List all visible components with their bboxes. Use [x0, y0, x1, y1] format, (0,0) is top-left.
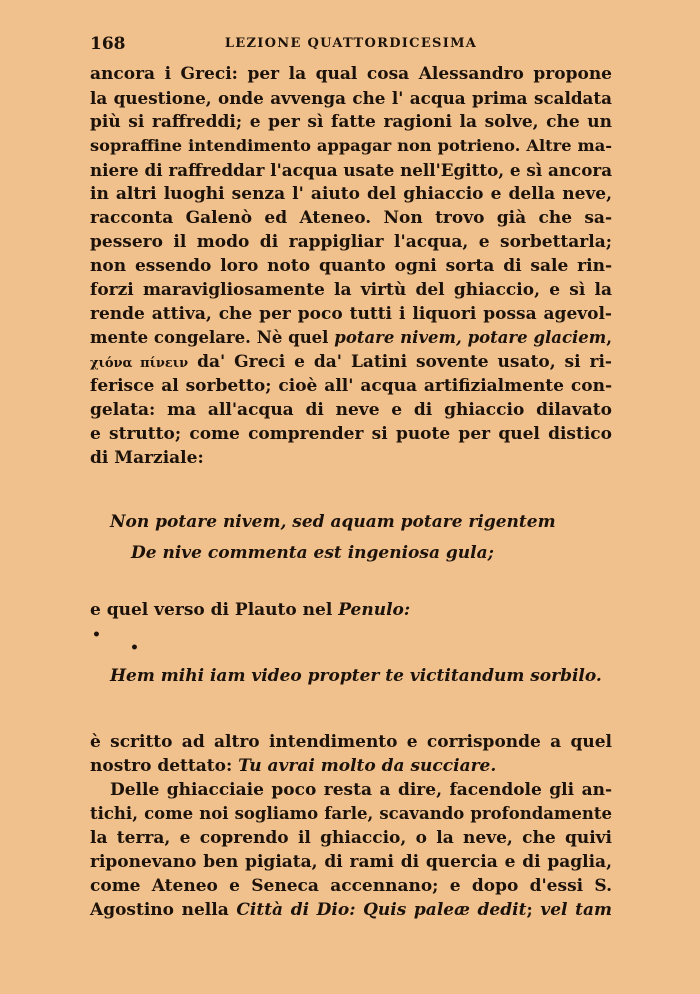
text-line: sopraffine intendimento appagar non potrieno. Altre ma- — [90, 136, 612, 155]
text-run: da' Greci e da' Latini sovente usato, si ri- — [188, 352, 612, 372]
text-line: ferisce al sorbetto; cioè all' acqua artifizialmente con- — [90, 376, 612, 396]
text-run: ; — [526, 900, 541, 920]
text-line — [90, 350, 612, 374]
text-line: è scritto ad altro intendimento e corrisponde a quel — [90, 732, 612, 752]
latin-phrase: potare nivem, potare glaciem — [334, 328, 607, 347]
text-run: , — [606, 328, 612, 347]
text-run: Agostino nella — [90, 900, 237, 920]
print-speck: • — [130, 640, 139, 656]
text-line: forzi maravigliosamente la virtù del ghiaccio, e sì la — [90, 280, 612, 300]
text-line: la terra, e coprendo il ghiaccio, o la neve, che quivi — [90, 828, 612, 848]
text-line: di Marziale: — [90, 448, 204, 468]
text-line: la questione, onde avvenga che l' acqua prima scaldata — [90, 88, 612, 108]
text-run: nostro dettato: — [90, 756, 239, 776]
text-line: come Ateneo e Seneca accennano; e dopo d'essi S. — [90, 876, 612, 896]
page-header — [90, 34, 612, 58]
text-line: rende attiva, che per poco tutti i liquori possa agevol- — [90, 304, 612, 324]
text-line: tichi, come noi sogliamo farle, scavando profondamente — [90, 804, 612, 823]
text-line: e strutto; come comprender si puote per quel distico — [90, 424, 612, 444]
running-title: LEZIONE QUATTORDICESIMA — [224, 36, 478, 51]
text-line: Delle ghiacciaie poco resta a dire, facendole gli an- — [110, 780, 612, 800]
text-line — [90, 326, 612, 350]
text-line — [90, 898, 612, 922]
verse-line: De nive commenta est ingeniosa gula; — [131, 543, 494, 563]
saying: Tu avrai molto da succiare. — [238, 756, 497, 776]
text-line: gelata: ma all'acqua di neve e di ghiaccio dilavato — [90, 400, 612, 420]
work-title: Penulo: — [338, 600, 411, 620]
work-title: Città di Dio: Quis paleæ dedit — [236, 900, 527, 920]
latin-phrase: vel tam — [540, 900, 612, 920]
verse-line: Non potare nivem, sed aquam potare rigentem — [110, 512, 556, 532]
text-run: e quel verso di Plauto nel — [90, 600, 339, 620]
print-speck: • — [92, 627, 101, 643]
verse-line: Hem mihi iam video propter te victitandum sorbilo. — [110, 666, 602, 686]
text-line: riponevano ben pigiata, di rami di quercia e di paglia, — [90, 852, 612, 872]
text-line: non essendo loro noto quanto ogni sorta di sale rin- — [90, 256, 612, 276]
page-number: 168 — [90, 34, 126, 54]
text-line: pessero il modo di rappigliar l'acqua, e sorbettarla; — [90, 232, 612, 252]
text-line: in altri luoghi senza l' aiuto del ghiaccio e della neve, — [90, 184, 612, 204]
text-line — [90, 754, 612, 778]
text-run: mente congelare. Nè quel — [90, 328, 335, 347]
text-line — [90, 598, 612, 622]
text-line: più si raffreddi; e per sì fatte ragioni la solve, che un — [90, 112, 612, 132]
text-line: racconta Galenò ed Ateneo. Non trovo già che sa- — [90, 208, 612, 228]
greek-phrase: χιόνα πίνειν — [90, 356, 189, 371]
text-line: ancora i Greci: per la qual cosa Alessandro propone — [90, 64, 612, 84]
text-line: niere di raffreddar l'acqua usate nell'Egitto, e sì ancora — [90, 160, 613, 180]
